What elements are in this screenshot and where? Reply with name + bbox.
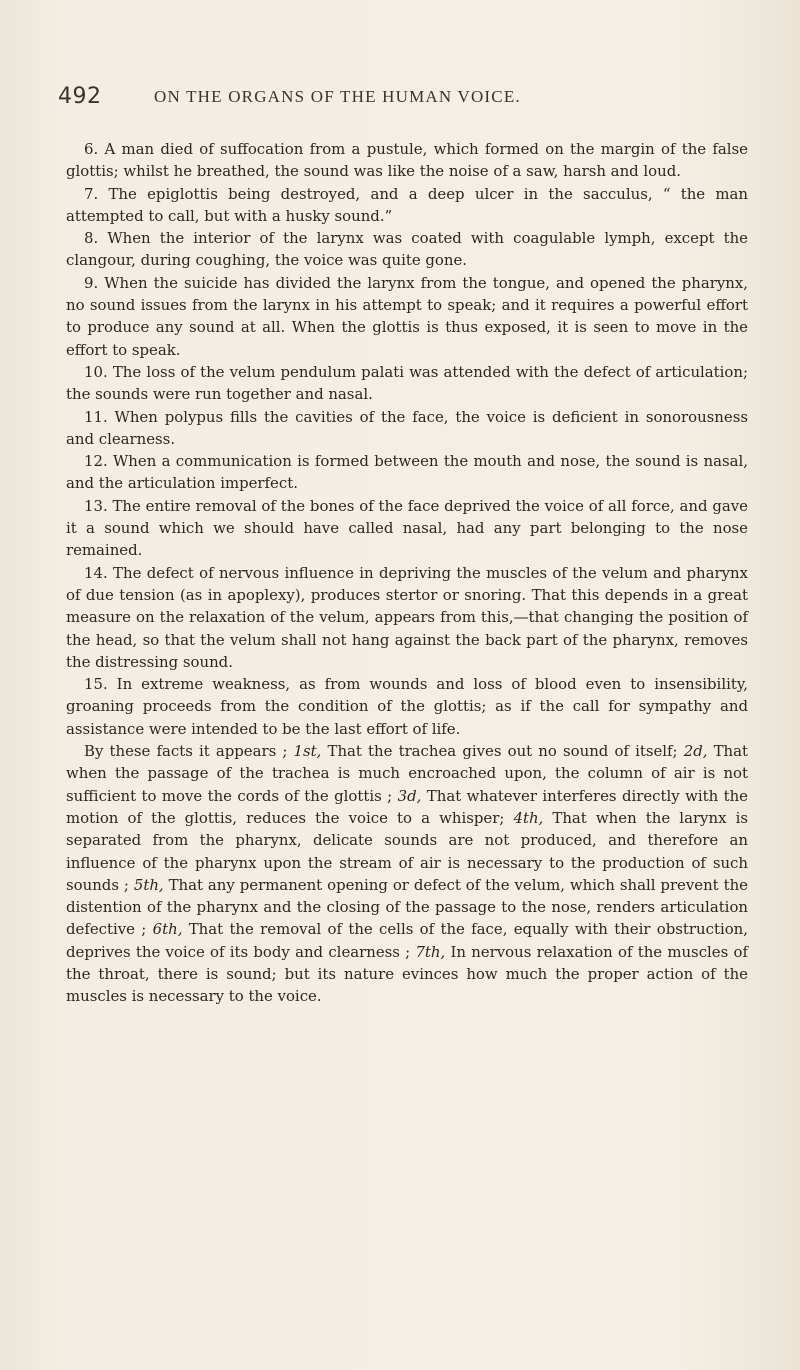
paragraph-15: 15. In extreme weakness, as from wounds and loss of blood even to insensibility, groaning proceeds from the condition of the glottis; as if the call for sympathy and assistance were intended to be the last effort of life. — [66, 675, 748, 738]
summary-ordinal-1: 1st, — [293, 742, 322, 761]
paragraph-6: 6. A man died of suffocation from a pustule, which formed on the margin of the false glottis; whilst he breathed, the sound was like the noise of a saw, harsh and loud. — [66, 140, 748, 181]
paragraph-9: 9. When the suicide has divided the larynx from the tongue, and opened the pharynx, no sound issues from the larynx in his attempt to speak; and it requires a powerful effort to produce any sound at all. When the glottis is thus exposed, it is seen to move in the effort to speak. — [66, 273, 748, 359]
summary-ordinal-7: 7th, — [415, 942, 446, 961]
paragraph-11: 11. When polypus fills the cavities of the face, the voice is deficient in sonorousness and clearness. — [66, 407, 748, 448]
summary-text-2: That when the passage of the trachea is much encroached upon, the column of air is not sufficient to move the cords of the glottis ; — [66, 742, 748, 805]
page-number: 492 — [58, 84, 102, 109]
summary-text-3: That whatever interferes directly with the motion of the glottis, reduces the voice to a whisper; — [66, 786, 748, 827]
summary-ordinal-3: 3d, — [397, 786, 422, 805]
paragraph-12: 12. When a communication is formed between the mouth and nose, the sound is nasal, and the articulation imperfect. — [66, 452, 748, 493]
summary-ordinal-6: 6th, — [152, 920, 183, 939]
paragraph-7: 7. The epiglottis being destroyed, and a deep ulcer in the sacculus, “ the man attempted to call, but with a husky sound.” — [66, 184, 748, 225]
running-head: ON THE ORGANS OF THE HUMAN VOICE. — [154, 87, 521, 106]
paragraph-14: 14. The defect of nervous influence in depriving the muscles of the velum and pharynx of due tension (as in apoplexy), produces stertor or snoring. That this depends in a great measure on the relaxation of the velum, appears from this,—that changing the position of the head, so that the velum shall not hang against the back part of the pharynx, removes the distressing sound. — [66, 563, 748, 671]
page-header — [58, 84, 748, 114]
summary-ordinal-4: 4th, — [513, 808, 544, 827]
summary-ordinal-5: 5th, — [133, 875, 164, 894]
summary-text-6: That the removal of the cells of the face, equally with their obstruction, deprives the voice of its body and clearness ; — [66, 920, 748, 961]
summary-text-1: That the trachea gives out no sound of itself; — [321, 742, 678, 761]
summary-intro: By these facts it appears ; — [84, 742, 288, 761]
paragraph-10: 10. The loss of the velum pendulum palati was attended with the defect of articulation; the sounds were run together and nasal. — [66, 362, 748, 404]
summary-ordinal-2: 2d, — [683, 742, 708, 761]
summary-text-5: That any permanent opening or defect of the velum, which shall prevent the distention of the pharynx and the closing of the passage to the nose, renders articulation defective ; — [66, 875, 748, 939]
body-text — [66, 138, 748, 1008]
summary-text-7: In nervous relaxation of the muscles of the throat, there is sound; but its nature evinces how much the proper action of the muscles is necessary to the voice. — [66, 942, 748, 1006]
paragraph-13: 13. The entire removal of the bones of the face deprived the voice of all force, and gave it a sound which we should have called nasal, had any part belonging to the nose remained. — [66, 496, 748, 560]
summary-text-4: That when the larynx is separated from the pharynx, delicate sounds are not produced, and therefore an influence of the pharynx upon the stream of air is necessary to the production of such sounds ; — [66, 808, 748, 894]
paragraph-8: 8. When the interior of the larynx was coated with coagulable lymph, except the clangour, during coughing, the voice was quite gone. — [66, 229, 748, 270]
summary-paragraph — [66, 740, 748, 1008]
